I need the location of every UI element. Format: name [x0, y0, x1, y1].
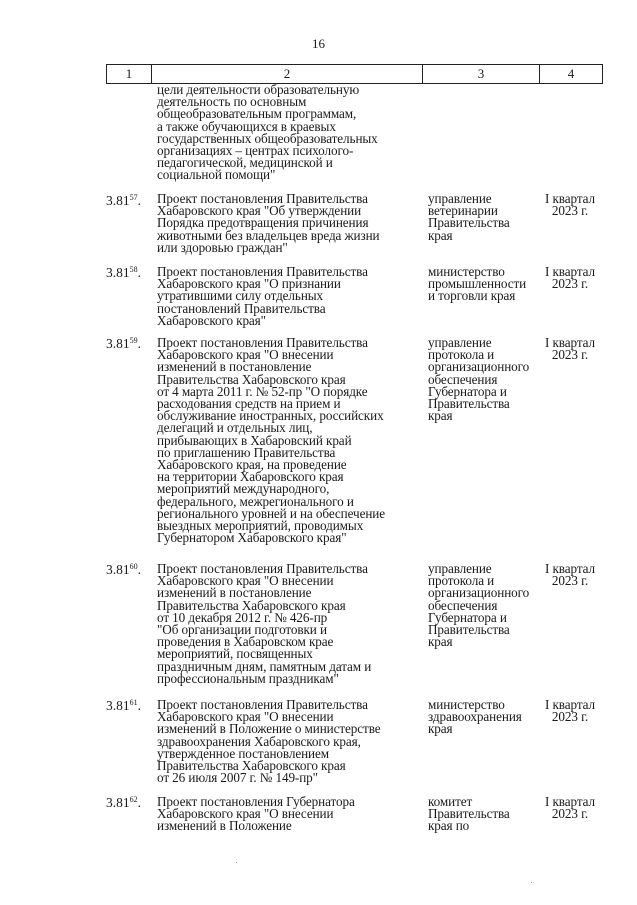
row-number: 3.81$^{62}$.	[106, 795, 141, 810]
table-header-row	[106, 64, 603, 84]
row-term: I квартал 2023 г.	[545, 264, 595, 292]
row-executor: управление ветеринарии Правительства края	[428, 191, 510, 243]
row-term: I квартал 2023 г.	[545, 561, 595, 589]
header-col-4: 4	[567, 66, 575, 81]
row-term: I квартал 2023 г.	[545, 335, 595, 363]
header-col-3: 3	[423, 65, 540, 83]
row-executor: управление протокола и организационного обеспечения Губернатора и Правительства края	[428, 335, 530, 424]
row-executor: управление протокола и организационного обеспечения Губернатора и Правительства края	[428, 561, 530, 650]
row-number: 3.81$^{60}$.	[106, 562, 141, 577]
continuation-text: цели деятельности образовательную деятельность по основным общеобразовательным программам, а также обучающихся в краевых государственных общеобразовательных организациях – центрах психолого- педагогической, медицинской и социальной помощи"	[157, 82, 378, 183]
row-term: I квартал 2023 г.	[545, 794, 595, 822]
header-col-1: 1	[107, 65, 152, 83]
row-number: 3.81$^{57}$.	[106, 193, 141, 208]
row-executor: министерство здравоохранения края	[428, 697, 522, 737]
row-title: Проект постановления Правительства Хабаровского края "Об утверждении Порядка предотвращения причинения животными без владельцев вреда жизни или здоровью граждан"	[157, 191, 380, 255]
row-executor: министерство промышленности и торговли края	[428, 264, 527, 304]
row-term: I квартал 2023 г.	[545, 697, 595, 725]
row-number: 3.81$^{59}$.	[106, 336, 141, 351]
row-number: 3.81$^{61}$.	[106, 698, 141, 713]
row-title: Проект постановления Правительства Хабаровского края "О внесении изменений в постановление Правительства Хабаровского края от 4 марта 2011 г. № 52-пр "О порядке расходования средств на прием и обслуживание иностранных, российских делегаций и отдельных лиц, прибывающих в Хабаровский край по приглашению Правительства Хабаровского края, на проведение на территории Хабаровского края мероприятий международного, федерального, межрегионального и регионального уровней и на обеспечение выездных мероприятий, проводимых Губернатором Хабаровского края"	[157, 335, 385, 546]
row-title: Проект постановления Правительства Хабаровского края "О признании утратившими силу отдельных постановлений Правительства Хабаровского края"	[157, 264, 368, 328]
page-number: 16	[312, 36, 325, 51]
scan-speck	[531, 882, 532, 883]
header-col-2: 2	[152, 65, 423, 83]
row-executor: комитет Правительства края по	[428, 794, 510, 834]
row-term: I квартал 2023 г.	[545, 191, 595, 219]
row-title: Проект постановления Губернатора Хабаровского края "О внесении изменений в Положение	[157, 794, 355, 834]
row-title: Проект постановления Правительства Хабаровского края "О внесении изменений в постановление Правительства Хабаровского края от 10 декабря 2012 г. № 426-пр "Об организации подготовки и проведения в Хабаровском крае мероприятий, посвященных праздничным дням, памятным датам и профессиональным праздникам"	[157, 561, 372, 686]
scan-speck	[236, 862, 237, 863]
row-title: Проект постановления Правительства Хабаровского края "О внесении изменений в Положение о министерстве здравоохранения Хабаровского края, утвержденное постановлением Правительства Хабаровского края от 26 июля 2007 г. № 149-пр"	[157, 697, 381, 786]
row-number: 3.81$^{58}$.	[106, 265, 141, 280]
